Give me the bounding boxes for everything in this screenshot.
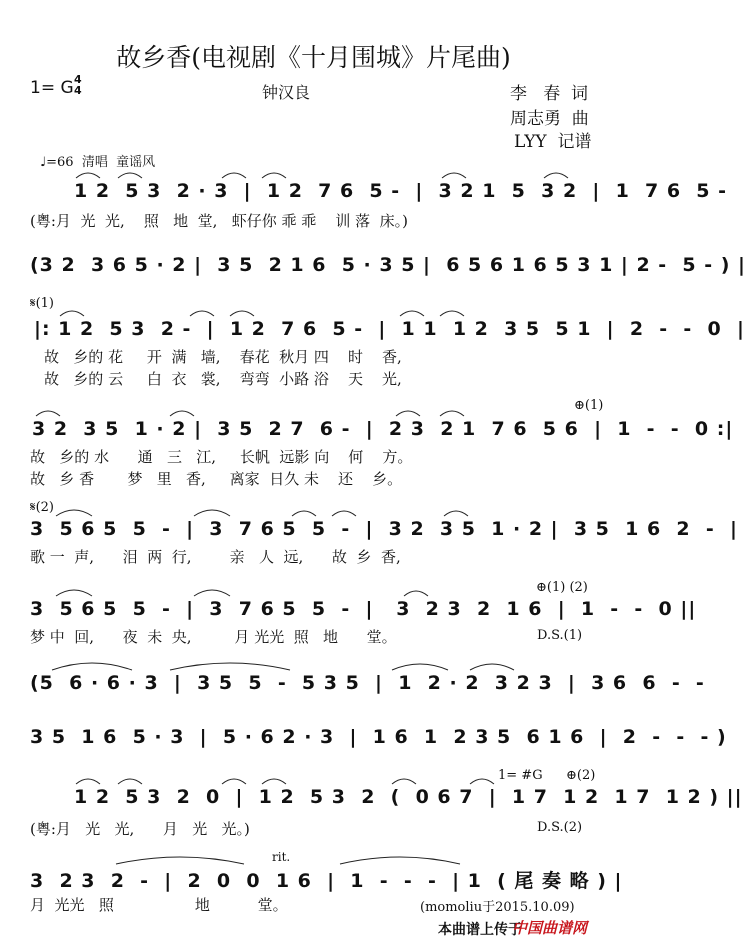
lyric-line-9: (粤:月 光 光, 月 光 光。) (30, 820, 250, 838)
segno-mark-1: 𝄋(1) (30, 296, 55, 311)
transcriber-credit: LYY 记谱 (514, 132, 592, 152)
slur-arc (52, 663, 132, 670)
slur-arc (222, 779, 246, 784)
key-signature: 1= G (30, 78, 74, 98)
slur-arc (340, 857, 460, 864)
slur-arc (442, 173, 466, 178)
slur-arc (56, 590, 92, 596)
slur-arc (76, 779, 100, 784)
slur-arc (404, 591, 428, 596)
slur-arc (392, 664, 448, 670)
lyric-line-4a: 故 乡的 水 通 三 江, 长帆 远影 向 何 方。 (30, 448, 413, 466)
composer-credit: 周志勇 曲 (510, 109, 589, 129)
slur-arc (400, 311, 424, 316)
slur-arc (544, 173, 568, 178)
slur-arc (440, 411, 464, 416)
score-line-6: 3 5 6 5 5 - | 3 7 6 5 5 - | 3 2 3 2 1 6 | 1 - - 0 || (30, 598, 697, 620)
site-logo[interactable]: 中国曲谱网 (512, 919, 588, 937)
slur-arc (170, 411, 194, 416)
coda-mark-1: ⊕(1) (574, 398, 604, 413)
slur-arc (222, 173, 246, 178)
slur-arc (292, 511, 316, 516)
slur-arc (194, 590, 230, 596)
slur-arc (36, 411, 60, 416)
coda-mark-2: ⊕(2) (566, 768, 596, 783)
slur-arc (392, 779, 416, 784)
slur-arc (118, 173, 142, 178)
slur-arc (444, 511, 468, 516)
score-line-9: 1 2 5 3 2 0 | 1 2 5 3 2 ( 0 6 7 | 1 7 1 2 1 7 1 2 ) || (74, 786, 743, 808)
score-line-8: 3 5 1 6 5 · 3 | 5 · 6 2 · 3 | 1 6 1 2 3 5 6 1 6 | 2 - - - ) (30, 726, 727, 748)
dal-segno-1: D.S.(1) (537, 628, 583, 643)
slur-arc (332, 511, 356, 516)
slur-arc (60, 311, 84, 316)
lyricist-credit: 李 春 词 (510, 84, 589, 104)
slur-arc (470, 664, 514, 670)
upload-label: 本曲谱上传于 (438, 922, 522, 938)
slur-arc (116, 857, 244, 864)
dal-segno-2: D.S.(2) (537, 820, 583, 835)
lyric-line-3b: 故 乡的 云 白 衣 裳, 弯弯 小路 浴 天 光, (44, 370, 402, 388)
slur-arc (118, 779, 142, 784)
slur-arc (230, 311, 254, 316)
slur-arc (194, 510, 230, 516)
time-sig-bottom: 4 (74, 84, 82, 97)
score-line-10: 3 2 3 2 - | 2 0 0 1 6 | 1 - - - | 1 ( 尾 奏 略 ) | (30, 870, 623, 892)
slur-arc (262, 779, 286, 784)
song-title: 故乡香(电视剧《十月围城》片尾曲) (116, 43, 511, 72)
lyric-line-6: 梦 中 回, 夜 未 央, 月 光光 照 地 堂。 (30, 628, 397, 646)
slur-arc (470, 779, 494, 784)
segno-mark-2: 𝄋(2) (30, 500, 55, 515)
lyric-line-1: (粤:月 光 光, 照 地 堂, 虾仔你 乖 乖 训 落 床。) (30, 212, 408, 230)
coda-mark-12: ⊕(1) (2) (536, 580, 588, 595)
ritardando-mark: rit. (272, 850, 291, 864)
score-line-2: (3 2 3 6 5 · 2 | 3 5 2 1 6 5 · 3 5 | 6 5 6 1 6 5 3 1 | 2 - 5 - ) | (30, 254, 746, 276)
score-line-5: 3 5 6 5 5 - | 3 7 6 5 5 - | 3 2 3 5 1 · 2 | 3 5 1 6 2 - | (30, 518, 738, 540)
key-change-mark: 1= #G (498, 768, 543, 783)
tempo-text: =66 清唱 童谣风 (46, 155, 156, 170)
upload-note: (momoliu于2015.10.09) (420, 900, 575, 915)
slur-arc (262, 173, 286, 178)
slur-arc (190, 311, 214, 316)
quarter-note-icon: ♩ (40, 155, 47, 170)
singer-name: 钟汉良 (262, 83, 311, 102)
score-line-4: 3 2 3 5 1 · 2 | 3 5 2 7 6 - | 2 3 2 1 7 6 5 6 | 1 - - 0 :| (32, 418, 734, 440)
score-line-3: |: 1 2 5 3 2 - | 1 2 7 6 5 - | 1 1 1 2 3 5 5 1 | 2 - - 0 | (34, 318, 745, 340)
score-line-7: (5 6 · 6 · 3 | 3 5 5 - 5 3 5 | 1 2 · 2 3 2 3 | 3 6 6 - - (30, 672, 705, 694)
time-sig-top: 4 (74, 73, 82, 86)
slur-arc (170, 663, 290, 670)
slur-arc (396, 411, 420, 416)
slur-arc (76, 173, 100, 178)
slur-arc (440, 311, 464, 316)
score-line-1: 1 2 5 3 2 · 3 | 1 2 7 6 5 - | 3 2 1 5 3 2 | 1 7 6 5 - (74, 180, 728, 202)
lyric-line-5: 歌 一 声, 泪 两 行, 亲 人 远, 故 乡 香, (30, 548, 401, 566)
lyric-line-3a: 故 乡的 花 开 满 墙, 春花 秋月 四 时 香, (44, 348, 402, 366)
slur-arc (56, 510, 92, 516)
lyric-line-4b: 故 乡 香 梦 里 香, 离家 日久 未 还 乡。 (30, 470, 403, 488)
lyric-line-10: 月 光光 照 地 堂。 (30, 896, 288, 914)
